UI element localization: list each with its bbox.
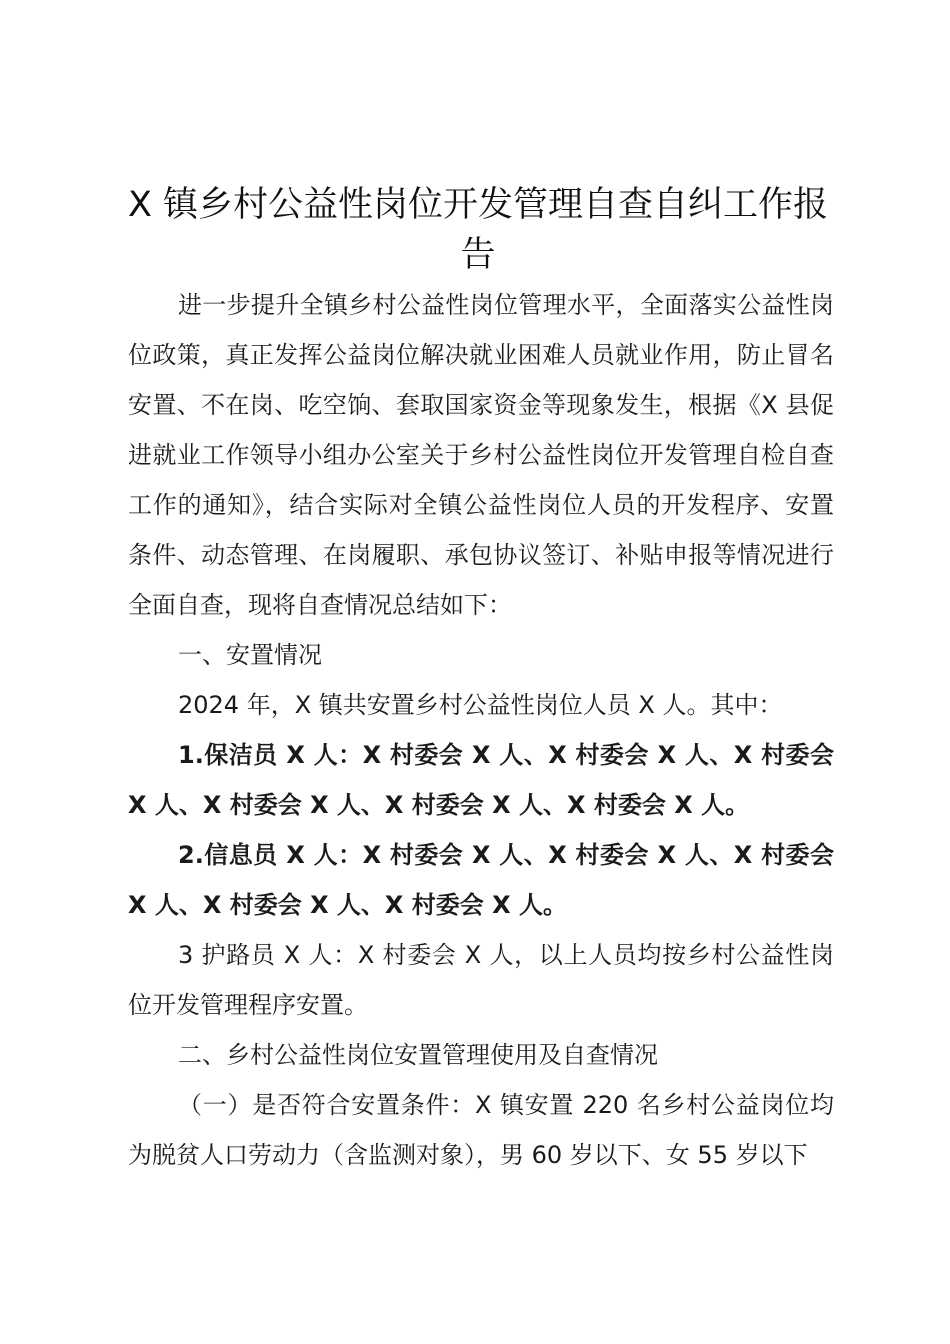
placement-summary-paragraph: 2024 年，X 镇共安置乡村公益性岗位人员 X 人。其中： bbox=[178, 691, 783, 719]
road-keeper-paragraph: 3 护路员 X 人：X 村委会 X 人，以上人员均按乡村公益性岗位开发管理程序安置。 bbox=[128, 941, 834, 1019]
section-heading-placement: 一、安置情况 bbox=[178, 641, 322, 669]
document-body bbox=[128, 280, 834, 1180]
intro-paragraph: 进一步提升全镇乡村公益性岗位管理水平，全面落实公益性岗位政策，真正发挥公益岗位解决就业困难人员就业作用，防止冒名安置、不在岗、吃空饷、套取国家资金等现象发生，根据《X 县促进就业工作领导小组办公室关于乡村公益性岗位开发管理自检自查工作的通知》，结合实际对全镇公益性岗位人员的开发程序、安置条件、动态管理、在岗履职、承包协议签订、补贴申报等情况进行全面自查，现将自查情况总结如下： bbox=[128, 291, 834, 619]
document-title: X 镇乡村公益性岗位开发管理自查自纠工作报告 bbox=[127, 185, 829, 275]
cleaner-list-paragraph: 1.保洁员 X 人：X 村委会 X 人、X 村委会 X 人、X 村委会 X 人、X 村委会 X 人、X 村委会 X 人、X 村委会 X 人。 bbox=[128, 741, 834, 819]
eligibility-paragraph: （一）是否符合安置条件：X 镇安置 220 名乡村公益岗位均为脱贫人口劳动力（含监测对象），男 60 岁以下、女 55 岁以下 bbox=[128, 1091, 834, 1169]
section-heading-management: 二、乡村公益性岗位安置管理使用及自查情况 bbox=[178, 1041, 658, 1069]
informant-list-paragraph: 2.信息员 X 人：X 村委会 X 人、X 村委会 X 人、X 村委会 X 人、X 村委会 X 人、X 村委会 X 人。 bbox=[128, 841, 834, 919]
